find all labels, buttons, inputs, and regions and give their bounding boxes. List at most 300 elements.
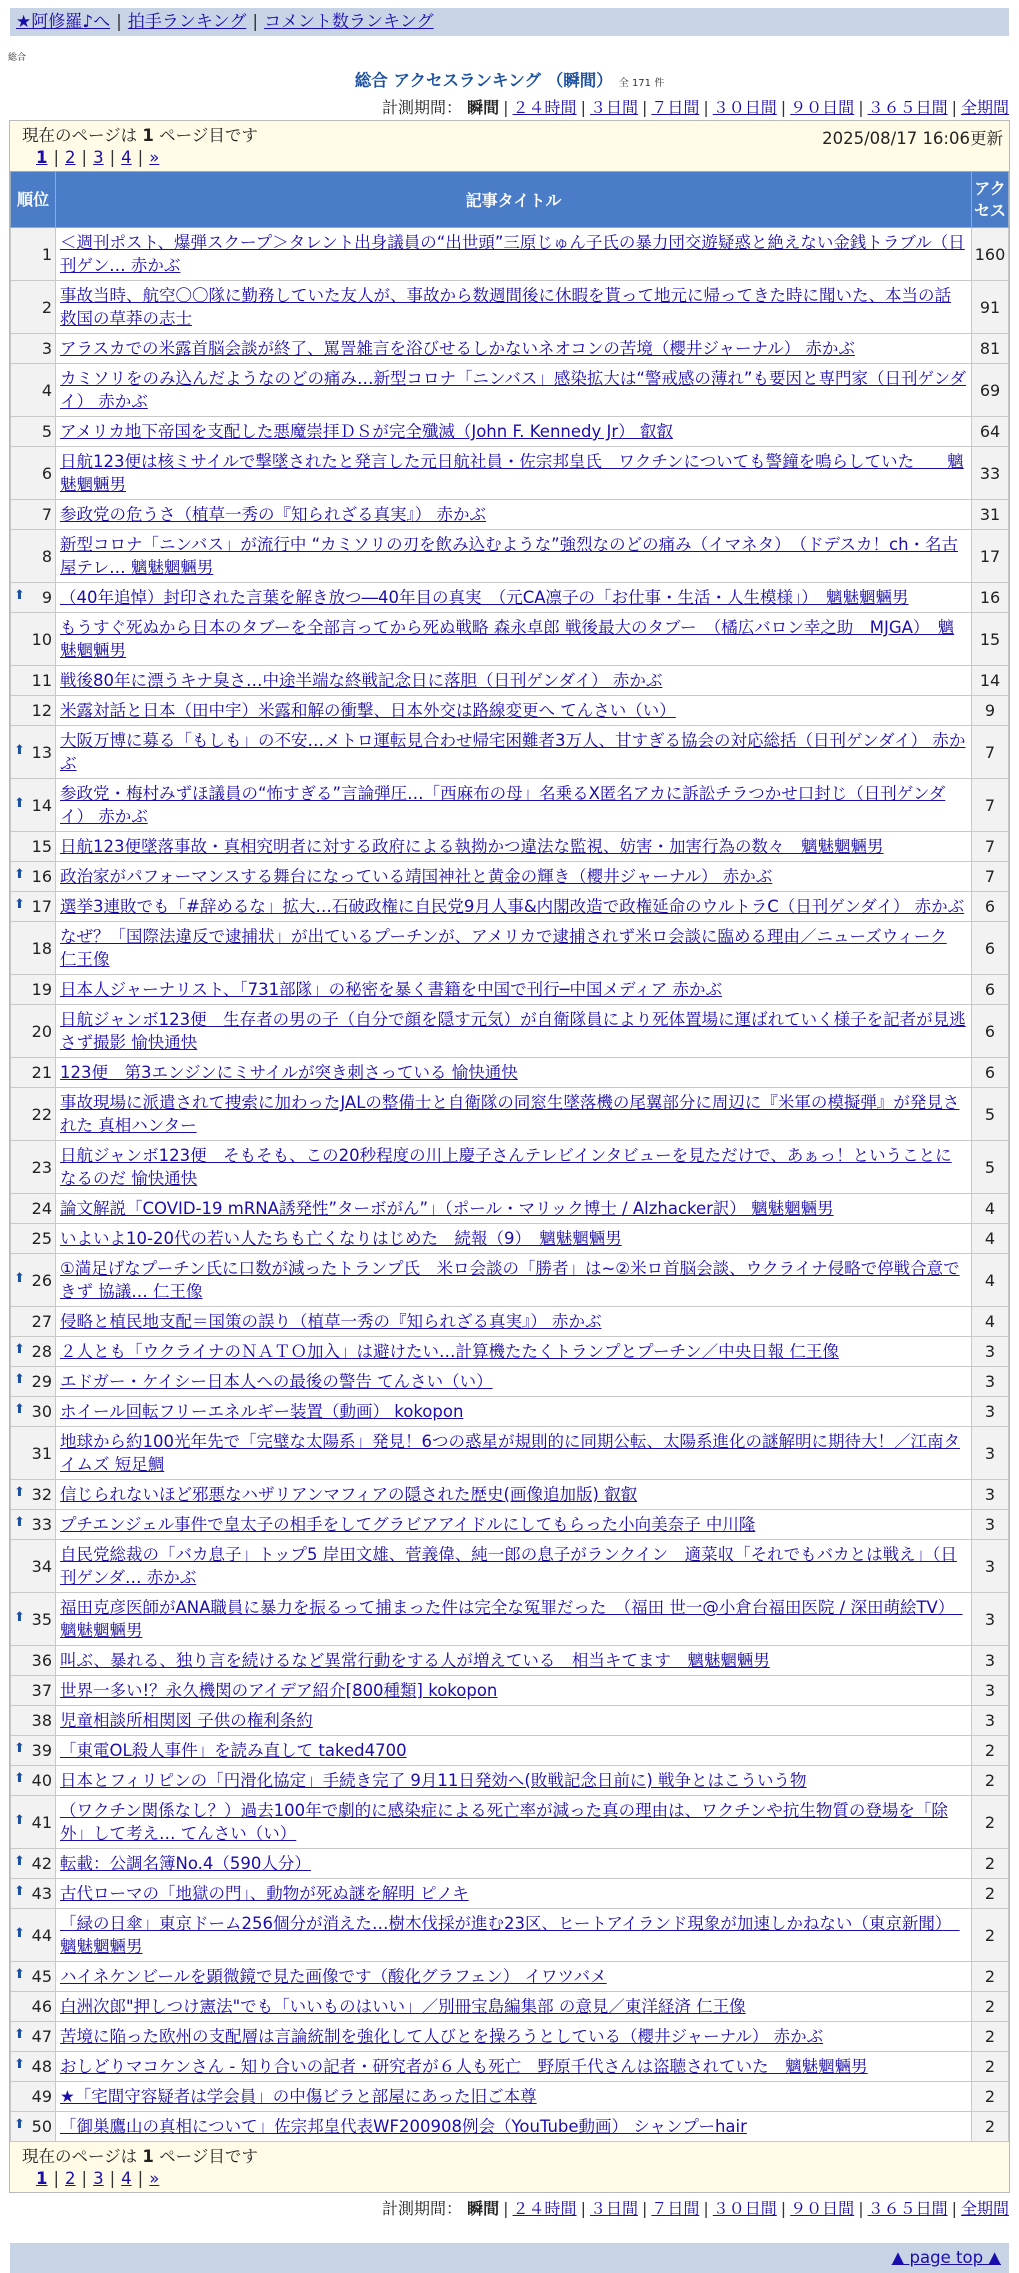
nav-link-clap-ranking[interactable]: 拍手ランキング bbox=[127, 12, 247, 32]
rank-cell bbox=[11, 1058, 56, 1088]
article-link[interactable]: 123便 第3エンジンにミサイルが突き刺さっている 愉快通快 bbox=[60, 1063, 518, 1082]
access-count: 160 bbox=[972, 228, 1009, 281]
table-row bbox=[11, 975, 1009, 1005]
article-link[interactable]: 選挙3連敗でも「#辞めるな」拡大…石破政権に自民党9月人事&内閣改造で政権延命のウルトラC（日刊ゲンダイ） 赤かぶ bbox=[60, 897, 965, 916]
article-link[interactable]: 日本人ジャーナリスト、「731部隊」の秘密を暴く書籍を中国で刊行─中国メディア 赤かぶ bbox=[60, 980, 722, 999]
title-cell bbox=[56, 922, 972, 975]
rank-number: 5 bbox=[41, 422, 52, 441]
access-count: 6 bbox=[972, 1005, 1009, 1058]
table-row bbox=[11, 832, 1009, 862]
rank-cell bbox=[11, 1909, 56, 1962]
article-link[interactable]: カミソリをのみ込んだようなのどの痛み…新型コロナ「ニンバス」感染拡大は“警戒感の薄れ”も要因と専門家（日刊ゲンダイ） 赤かぶ bbox=[60, 369, 966, 411]
rank-cell bbox=[11, 726, 56, 779]
rank-number: 35 bbox=[31, 1609, 52, 1629]
page-link-3[interactable]: 3 bbox=[93, 148, 104, 167]
rank-cell bbox=[11, 1646, 56, 1676]
table-row bbox=[11, 1307, 1009, 1337]
current-page-text bbox=[22, 2146, 1001, 2168]
access-count: 3 bbox=[972, 1367, 1009, 1397]
rank-up-arrow-icon: ⬆ bbox=[14, 897, 25, 912]
table-row bbox=[11, 228, 1009, 281]
page-separator: | bbox=[137, 2169, 144, 2188]
article-link[interactable]: なぜ？「国際法違反で逮捕状」が出ているプーチンが、アメリカで逮捕されず米ロ会談に臨める理由／ニューズウィーク 仁王像 bbox=[60, 927, 947, 969]
period-link-all[interactable]: 全期間 bbox=[960, 98, 1009, 117]
page-top-link[interactable]: ▲ page top ▲ bbox=[891, 2248, 1001, 2267]
table-row bbox=[11, 1224, 1009, 1254]
page-link-4[interactable]: 4 bbox=[121, 2169, 132, 2188]
rank-cell bbox=[11, 1879, 56, 1909]
rank-up-arrow-icon: ⬆ bbox=[14, 2057, 25, 2072]
article-link[interactable]: 戦後80年に漂うキナ臭さ…中途半端な終戦記念日に落胆（日刊ゲンダイ） 赤かぶ bbox=[60, 671, 663, 690]
rank-number: 21 bbox=[31, 1063, 52, 1082]
col-access-header: アクセス bbox=[972, 172, 1009, 228]
table-row bbox=[11, 1510, 1009, 1540]
rank-up-arrow-icon: ⬆ bbox=[14, 1515, 25, 1530]
title-cell bbox=[56, 975, 972, 1005]
rank-cell bbox=[11, 2082, 56, 2112]
table-row bbox=[11, 1706, 1009, 1736]
rank-up-arrow-icon: ⬆ bbox=[14, 1372, 25, 1387]
article-link[interactable]: 白洲次郎"押しつけ憲法"でも「いいものはいい」／別冊宝島編集部 の意見／東洋経済 仁王像 bbox=[60, 1997, 746, 2016]
article-link[interactable]: 信じられないほど邪悪なハザリアンマフィアの隠された歴史(画像追加版) 叡叡 bbox=[60, 1485, 638, 1504]
period-link-3d[interactable]: ３日間 bbox=[589, 98, 638, 117]
access-count: 3 bbox=[972, 1427, 1009, 1480]
rank-cell bbox=[11, 1141, 56, 1194]
period-separator: | bbox=[858, 98, 864, 117]
rank-cell bbox=[11, 417, 56, 447]
title-cell bbox=[56, 2022, 972, 2052]
table-row bbox=[11, 1962, 1009, 1992]
title-cell bbox=[56, 1088, 972, 1141]
rank-number: 14 bbox=[31, 795, 52, 815]
rank-cell bbox=[11, 530, 56, 583]
access-count: 3 bbox=[972, 1397, 1009, 1427]
period-separator: | bbox=[503, 2199, 509, 2218]
title-cell bbox=[56, 1254, 972, 1307]
article-link[interactable]: 参政党の危うさ（植草一秀の『知られざる真実』） 赤かぶ bbox=[60, 505, 486, 524]
rank-cell bbox=[11, 922, 56, 975]
article-link[interactable]: ２人とも「ウクライナのＮＡＴＯ加入」は避けたい…計算機たたくトランプとプーチン／中央日報 仁王像 bbox=[60, 1342, 839, 1361]
period-label: 計測期間： bbox=[382, 2199, 463, 2218]
rank-number: 12 bbox=[31, 701, 52, 720]
table-row bbox=[11, 2052, 1009, 2082]
table-row bbox=[11, 1992, 1009, 2022]
access-count: 7 bbox=[972, 726, 1009, 779]
access-count: 2 bbox=[972, 1879, 1009, 1909]
article-link[interactable]: 侵略と植民地支配＝国策の誤り（植草一秀の『知られざる真実』） 赤かぶ bbox=[60, 1312, 602, 1331]
article-link[interactable]: 「緑の日傘」東京ドーム256個分が消えた…樹木伐採が進む23区、ヒートアイランド現象が加速しかねない（東京新聞） 魑魅魍魎男 bbox=[60, 1914, 960, 1956]
period-link-365d[interactable]: ３６５日間 bbox=[867, 98, 948, 117]
title-cell bbox=[56, 1510, 972, 1540]
table-row bbox=[11, 1480, 1009, 1510]
title-cell bbox=[56, 583, 972, 613]
access-count: 14 bbox=[972, 666, 1009, 696]
access-count: 4 bbox=[972, 1224, 1009, 1254]
rank-up-arrow-icon: ⬆ bbox=[14, 795, 25, 811]
article-link[interactable]: 苦境に陥った欧州の支配層は言論統制を強化して人びとを操ろうとしている（櫻井ジャーナル） 赤かぶ bbox=[60, 2027, 824, 2046]
page-link-next[interactable]: » bbox=[149, 148, 160, 167]
access-count: 17 bbox=[972, 530, 1009, 583]
article-link[interactable]: 論文解説「COVID-19 mRNA誘発性”ターボがん”」（ポール・マリック博士 / Alzhacker訳） 魑魅魍魎男 bbox=[60, 1199, 834, 1218]
rank-cell bbox=[11, 1005, 56, 1058]
article-link[interactable]: 日航ジャンボ123便 生存者の男の子（自分で顔を隠す元気）が自衛隊員により死体置場に運ばれていく様子を記者が見逃さず撮影 愉快通快 bbox=[60, 1010, 966, 1052]
article-link[interactable]: 大阪万博に募る「もしも」の不安…メトロ運転見合わせ帰宅困難者3万人、甘すぎる協会の対応総括（日刊ゲンダイ） 赤かぶ bbox=[60, 731, 966, 773]
article-link[interactable]: 日航ジャンボ123便 そもそも、この20秒程度の川上慶子さんテレビインタビューを見ただけで、あぁっ！ということになるのだ 愉快通快 bbox=[60, 1146, 952, 1188]
table-row bbox=[11, 1254, 1009, 1307]
title-cell bbox=[56, 447, 972, 500]
rank-cell bbox=[11, 892, 56, 922]
rank-number: 49 bbox=[31, 2087, 52, 2106]
article-link[interactable]: 「御巣鷹山の真相について」佐宗邦皇代表WF200908例会（YouTube動画） シャンプーhair bbox=[60, 2117, 747, 2136]
page-link-1[interactable]: 1 bbox=[36, 2169, 48, 2188]
article-link[interactable]: 日航123便は核ミサイルで撃墜されたと発言した元日航社員・佐宗邦皇氏 ワクチンについても警鐘を鳴らしていた 魑魅魍魎男 bbox=[60, 452, 964, 494]
article-link[interactable]: おしどりマコケンさん - 知り合いの記者・研究者が６人も死亡 野原千代さんは盗聴されていた 魑魅魍魎男 bbox=[60, 2057, 868, 2076]
rank-cell bbox=[11, 1962, 56, 1992]
title-cell bbox=[56, 1367, 972, 1397]
table-row bbox=[11, 1766, 1009, 1796]
article-link[interactable]: ハイネケンビールを顕微鏡で見た画像です（酸化グラフェン） イワツバメ bbox=[60, 1967, 607, 1986]
period-link-30d[interactable]: ３０日間 bbox=[712, 98, 777, 117]
article-link[interactable]: 日航123便墜落事故・真相究明者に対する政府による執拗かつ違法な監視、妨害・加害行為の数々 魑魅魍魎男 bbox=[60, 837, 884, 856]
rank-number: 23 bbox=[31, 1157, 52, 1177]
rank-cell bbox=[11, 1510, 56, 1540]
period-separator: | bbox=[580, 98, 586, 117]
period-link-30d[interactable]: ３０日間 bbox=[712, 2199, 777, 2218]
article-link[interactable]: 政治家がパフォーマンスする舞台になっている靖国神社と黄金の輝き（櫻井ジャーナル） 赤かぶ bbox=[60, 867, 773, 886]
access-count: 2 bbox=[972, 1962, 1009, 1992]
rank-cell bbox=[11, 1593, 56, 1646]
page-number: 1 bbox=[142, 126, 154, 145]
article-link[interactable]: 福田克彦医師がANA職員に暴力を振るって捕まった件は完全な冤罪だった （福田 世一@小倉台福田医院 / 深田萌絵TV） 魑魅魍魎男 bbox=[60, 1598, 963, 1640]
pagination-bottom bbox=[10, 2142, 1009, 2192]
rank-cell bbox=[11, 1194, 56, 1224]
article-link[interactable]: 児童相談所相関図 子供の権利条約 bbox=[60, 1711, 313, 1730]
table-row bbox=[11, 892, 1009, 922]
article-link[interactable]: 「東電OL殺人事件」を読み直して taked4700 bbox=[60, 1741, 407, 1760]
table-row bbox=[11, 364, 1009, 417]
rank-number: 46 bbox=[31, 1997, 52, 2016]
rank-number: 20 bbox=[31, 1021, 52, 1041]
table-row bbox=[11, 922, 1009, 975]
article-link[interactable]: いよいよ10-20代の若い人たちも亡くなりはじめた 続報（9） 魑魅魍魎男 bbox=[60, 1229, 622, 1248]
rank-number: 22 bbox=[31, 1104, 52, 1124]
article-link[interactable]: 古代ローマの「地獄の門」、動物が死ぬ謎を解明 ピノキ bbox=[60, 1884, 469, 1903]
title-cell bbox=[56, 530, 972, 583]
access-count: 2 bbox=[972, 2112, 1009, 2142]
article-link[interactable]: 転載：公調名簿No.4（590人分） bbox=[60, 1854, 311, 1873]
rank-number: 39 bbox=[31, 1741, 52, 1760]
title-cell bbox=[56, 779, 972, 832]
period-link-7d[interactable]: ７日間 bbox=[651, 2199, 700, 2218]
rank-number: 26 bbox=[31, 1270, 52, 1290]
table-row bbox=[11, 2022, 1009, 2052]
period-link-7d[interactable]: ７日間 bbox=[651, 98, 700, 117]
rank-up-arrow-icon: ⬆ bbox=[14, 1771, 25, 1786]
table-row bbox=[11, 726, 1009, 779]
page-link-3[interactable]: 3 bbox=[93, 2169, 104, 2188]
page-link-next[interactable]: » bbox=[149, 2169, 160, 2188]
access-count: 2 bbox=[972, 1909, 1009, 1962]
rank-up-arrow-icon: ⬆ bbox=[14, 1741, 25, 1756]
title-cell bbox=[56, 696, 972, 726]
access-count: 2 bbox=[972, 2052, 1009, 2082]
article-link[interactable]: プチエンジェル事件で皇太子の相手をしてグラビアアイドルにしてもらった小向美奈子 中川隆 bbox=[60, 1515, 756, 1534]
page-separator: | bbox=[53, 2169, 60, 2188]
rank-number: 7 bbox=[41, 505, 52, 524]
access-count: 4 bbox=[972, 1194, 1009, 1224]
access-count: 16 bbox=[972, 583, 1009, 613]
title-cell bbox=[56, 613, 972, 666]
title-cell bbox=[56, 1058, 972, 1088]
title-cell bbox=[56, 1540, 972, 1593]
page-links bbox=[22, 147, 1001, 169]
rank-number: 33 bbox=[31, 1515, 52, 1534]
nav-link-asyura[interactable]: ★阿修羅♪へ bbox=[16, 12, 111, 32]
rank-number: 50 bbox=[31, 2117, 52, 2136]
rank-up-arrow-icon: ⬆ bbox=[14, 588, 25, 603]
rank-number: 27 bbox=[31, 1312, 52, 1331]
category-label: 総合 bbox=[8, 53, 27, 63]
article-link[interactable]: （40年追悼）封印された言葉を解き放つ―40年目の真実 （元CA凛子の「お仕事・生活・人生模様」） 魑魅魍魎男 bbox=[60, 588, 909, 607]
article-link[interactable]: （ワクチン関係なし？）過去100年で劇的に感染症による死亡率が減った真の理由は、ワクチンや抗生物質の登場を「除外」して考え… てんさい（い） bbox=[60, 1801, 948, 1843]
period-link-90d[interactable]: ９０日間 bbox=[790, 2199, 855, 2218]
article-link[interactable]: 新型コロナ「ニンバス」が流行中 “カミソリの刃を飲み込むような”強烈なのどの痛み（イマネタ） （ドデスカ！ch・名古屋テレ… 魑魅魍魎男 bbox=[60, 535, 959, 577]
rank-cell bbox=[11, 2022, 56, 2052]
rank-cell bbox=[11, 1796, 56, 1849]
table-row bbox=[11, 779, 1009, 832]
title-cell bbox=[56, 1879, 972, 1909]
title-cell bbox=[56, 1593, 972, 1646]
table-row bbox=[11, 613, 1009, 666]
access-count: 9 bbox=[972, 696, 1009, 726]
title-cell bbox=[56, 832, 972, 862]
table-row bbox=[11, 1593, 1009, 1646]
rank-number: 42 bbox=[31, 1854, 52, 1873]
table-row bbox=[11, 1194, 1009, 1224]
page-link-4[interactable]: 4 bbox=[121, 148, 132, 167]
period-separator: | bbox=[503, 98, 509, 117]
rank-number: 38 bbox=[31, 1711, 52, 1730]
rank-cell bbox=[11, 447, 56, 500]
rank-cell bbox=[11, 975, 56, 1005]
article-link[interactable]: ＜週刊ポスト、爆弾スクープ＞タレント出身議員の“出世頭”三原じゅん子氏の暴力団交遊疑惑と絶えない金銭トラブル（日刊ゲン… 赤かぶ bbox=[60, 233, 965, 275]
period-selector-top bbox=[10, 96, 1009, 120]
col-title-header: 記事タイトル bbox=[56, 172, 972, 228]
access-count: 2 bbox=[972, 1736, 1009, 1766]
title-cell bbox=[56, 1224, 972, 1254]
title-cell bbox=[56, 1480, 972, 1510]
access-count: 64 bbox=[972, 417, 1009, 447]
access-count: 3 bbox=[972, 1593, 1009, 1646]
nav-separator: | bbox=[116, 12, 122, 32]
period-separator: | bbox=[780, 98, 787, 117]
article-link[interactable]: ★「宅間守容疑者は学会員」の中傷ビラと部屋にあった旧ご本尊 bbox=[60, 2087, 537, 2106]
rank-up-arrow-icon: ⬆ bbox=[14, 1270, 25, 1286]
article-link[interactable]: 地球から約100光年先で「完璧な太陽系」発見！6つの惑星が規則的に同期公転、太陽系進化の謎解明に期待大！／江南タイムズ 短足鯛 bbox=[60, 1432, 960, 1474]
access-count: 3 bbox=[972, 1337, 1009, 1367]
rank-number: 40 bbox=[31, 1771, 52, 1790]
rank-cell bbox=[11, 583, 56, 613]
article-link[interactable]: 世界一多い!？永久機関のアイデア紹介[800種類] kokopon bbox=[60, 1681, 498, 1700]
title-cell bbox=[56, 334, 972, 364]
period-separator: | bbox=[641, 2199, 648, 2218]
rank-number: 24 bbox=[31, 1199, 52, 1218]
rank-cell bbox=[11, 334, 56, 364]
page-link-2[interactable]: 2 bbox=[65, 148, 76, 167]
rank-number: 9 bbox=[41, 588, 52, 607]
rank-cell bbox=[11, 1397, 56, 1427]
article-link[interactable]: 事故現場に派遣されて捜索に加わったJALの整備士と自衛隊の同窓生墜落機の尾翼部分に周辺に『米軍の模擬弾』が発見された 真相ハンター bbox=[60, 1093, 960, 1135]
rank-cell bbox=[11, 364, 56, 417]
article-link[interactable]: ホイール回転フリーエネルギー装置（動画） kokopon bbox=[60, 1402, 464, 1421]
article-link[interactable]: 叫ぶ、暴れる、独り言を続けるなど異常行動をする人が増えている 相当キてます 魑魅魍魎男 bbox=[60, 1651, 770, 1670]
updated-time: 2025/08/17 16:06更新 bbox=[822, 129, 1003, 148]
title-cell bbox=[56, 2112, 972, 2142]
table-row bbox=[11, 1736, 1009, 1766]
rank-number: 29 bbox=[31, 1372, 52, 1391]
title-cell bbox=[56, 1427, 972, 1480]
table-row bbox=[11, 696, 1009, 726]
article-link[interactable]: 日本とフィリピンの「円滑化協定」手続き完了 9月11日発効へ(敗戦記念日前に) 戦争とはこういう物 bbox=[60, 1771, 807, 1790]
period-separator: | bbox=[641, 98, 648, 117]
rank-number: 37 bbox=[31, 1681, 52, 1700]
access-count: 15 bbox=[972, 613, 1009, 666]
access-count: 3 bbox=[972, 1510, 1009, 1540]
period-separator: | bbox=[703, 2199, 709, 2218]
article-link[interactable]: エドガー・ケイシー日本人への最後の警告 てんさい（い） bbox=[60, 1372, 493, 1391]
access-count: 6 bbox=[972, 1058, 1009, 1088]
article-link[interactable]: 米露対話と日本（田中宇）米露和解の衝撃、日本外交は路線変更へ てんさい（い） bbox=[60, 701, 676, 720]
ranking-rows bbox=[11, 228, 1009, 2142]
rank-number: 44 bbox=[31, 1925, 52, 1945]
rank-number: 18 bbox=[31, 938, 52, 958]
rank-cell bbox=[11, 1254, 56, 1307]
period-link-90d[interactable]: ９０日間 bbox=[790, 98, 855, 117]
period-link-all[interactable]: 全期間 bbox=[960, 2199, 1009, 2218]
rank-up-arrow-icon: ⬆ bbox=[14, 1485, 25, 1500]
article-link[interactable]: アラスカでの米露首脳会談が終了、罵詈雑言を浴びせるしかないネオコンの苦境（櫻井ジャーナル） 赤かぶ bbox=[60, 339, 855, 358]
period-separator: | bbox=[858, 2199, 864, 2218]
rank-cell bbox=[11, 1480, 56, 1510]
title-cell bbox=[56, 1141, 972, 1194]
title-cell bbox=[56, 1849, 972, 1879]
table-row bbox=[11, 1849, 1009, 1879]
article-link[interactable]: 自民党総裁の「バカ息子」トップ5 岸田文雄、菅義偉、純一郎の息子がランクイン 適菜収「それでもバカとは戦え」（日刊ゲンダ… 赤かぶ bbox=[60, 1545, 957, 1587]
total-count: 全 171 件 bbox=[618, 78, 665, 89]
pagination-top bbox=[10, 121, 1009, 171]
access-count: 2 bbox=[972, 2082, 1009, 2112]
period-selector-bottom bbox=[10, 2197, 1009, 2221]
access-count: 2 bbox=[972, 1766, 1009, 1796]
title-cell bbox=[56, 726, 972, 779]
article-link[interactable]: 事故当時、航空〇〇隊に勤務していた友人が、事故から数週間後に休暇を貰って地元に帰ってきた時に聞いた、本当の話 救国の草莽の志士 bbox=[60, 286, 951, 328]
access-count: 7 bbox=[972, 862, 1009, 892]
table-row bbox=[11, 281, 1009, 334]
rank-cell bbox=[11, 696, 56, 726]
article-link[interactable]: 参政党・梅村みずほ議員の“怖すぎる”言論弾圧…「西麻布の母」名乗るX匿名アカに訴訟チラつかせ口封じ（日刊ゲンダイ） 赤かぶ bbox=[60, 784, 946, 826]
table-row bbox=[11, 334, 1009, 364]
access-count: 3 bbox=[972, 1706, 1009, 1736]
rank-number: 15 bbox=[31, 837, 52, 856]
rank-up-arrow-icon: ⬆ bbox=[14, 1967, 25, 1982]
access-count: 31 bbox=[972, 500, 1009, 530]
article-link[interactable]: ①満足げなプーチン氏に口数が減ったトランプ氏 米ロ会談の「勝者」は~②米ロ首脳会談、ウクライナ侵略で停戦合意できず 協議… 仁王像 bbox=[60, 1259, 960, 1301]
access-count: 7 bbox=[972, 779, 1009, 832]
rank-up-arrow-icon: ⬆ bbox=[14, 1609, 25, 1625]
table-row bbox=[11, 1879, 1009, 1909]
period-link-24h[interactable]: ２４時間 bbox=[512, 98, 577, 117]
access-count: 2 bbox=[972, 1992, 1009, 2022]
title-cell bbox=[56, 1397, 972, 1427]
access-count: 2 bbox=[972, 2022, 1009, 2052]
rank-up-arrow-icon: ⬆ bbox=[14, 742, 25, 758]
title-cell bbox=[56, 666, 972, 696]
rank-number: 47 bbox=[31, 2027, 52, 2046]
period-separator: | bbox=[951, 98, 957, 117]
table-row bbox=[11, 1141, 1009, 1194]
table-row bbox=[11, 1397, 1009, 1427]
page-link-2[interactable]: 2 bbox=[65, 2169, 76, 2188]
access-count: 69 bbox=[972, 364, 1009, 417]
article-link[interactable]: もうすぐ死ぬから日本のタブーを全部言ってから死ぬ戦略 森永卓郎 戦後最大のタブー （橘広バロン幸之助 MJGA） 魑魅魍魎男 bbox=[60, 618, 955, 660]
period-link-3d[interactable]: ３日間 bbox=[589, 2199, 638, 2218]
table-row bbox=[11, 500, 1009, 530]
period-link-24h[interactable]: ２４時間 bbox=[512, 2199, 577, 2218]
table-row bbox=[11, 1540, 1009, 1593]
title-cell bbox=[56, 1676, 972, 1706]
table-row bbox=[11, 2112, 1009, 2142]
page-suffix: ページ目です bbox=[159, 2147, 258, 2166]
rank-number: 19 bbox=[31, 980, 52, 999]
page-links bbox=[22, 2168, 1001, 2190]
table-row bbox=[11, 1427, 1009, 1480]
access-count: 4 bbox=[972, 1307, 1009, 1337]
rank-number: 11 bbox=[31, 671, 52, 690]
rank-up-arrow-icon: ⬆ bbox=[14, 867, 25, 882]
access-count: 5 bbox=[972, 1141, 1009, 1194]
period-link-365d[interactable]: ３６５日間 bbox=[867, 2199, 948, 2218]
rank-up-arrow-icon: ⬆ bbox=[14, 1854, 25, 1869]
article-link[interactable]: アメリカ地下帝国を支配した悪魔崇拝ＤＳが完全殲滅（John F. Kennedy Jr） 叡叡 bbox=[60, 422, 673, 441]
rank-number: 4 bbox=[41, 380, 52, 400]
page-number: 1 bbox=[142, 2147, 154, 2166]
rank-up-arrow-icon: ⬆ bbox=[14, 1812, 25, 1828]
rank-number: 31 bbox=[31, 1443, 52, 1463]
rank-number: 16 bbox=[31, 867, 52, 886]
rank-cell bbox=[11, 2112, 56, 2142]
rank-cell bbox=[11, 666, 56, 696]
nav-separator: | bbox=[252, 12, 259, 32]
rank-number: 13 bbox=[31, 742, 52, 762]
top-nav bbox=[10, 8, 1009, 36]
period-separator: | bbox=[703, 98, 709, 117]
title-cell bbox=[56, 1766, 972, 1796]
title-cell bbox=[56, 1646, 972, 1676]
table-row bbox=[11, 1058, 1009, 1088]
page-link-1[interactable]: 1 bbox=[36, 148, 48, 167]
access-count: 4 bbox=[972, 1254, 1009, 1307]
access-count: 3 bbox=[972, 1646, 1009, 1676]
rank-cell bbox=[11, 1540, 56, 1593]
rank-cell bbox=[11, 1337, 56, 1367]
table-row bbox=[11, 2082, 1009, 2112]
title-cell bbox=[56, 1909, 972, 1962]
table-row bbox=[11, 1088, 1009, 1141]
rank-up-arrow-icon: ⬆ bbox=[14, 1342, 25, 1357]
rank-cell bbox=[11, 1224, 56, 1254]
nav-link-comment-ranking[interactable]: コメント数ランキング bbox=[264, 12, 434, 32]
page-separator: | bbox=[109, 2169, 116, 2188]
